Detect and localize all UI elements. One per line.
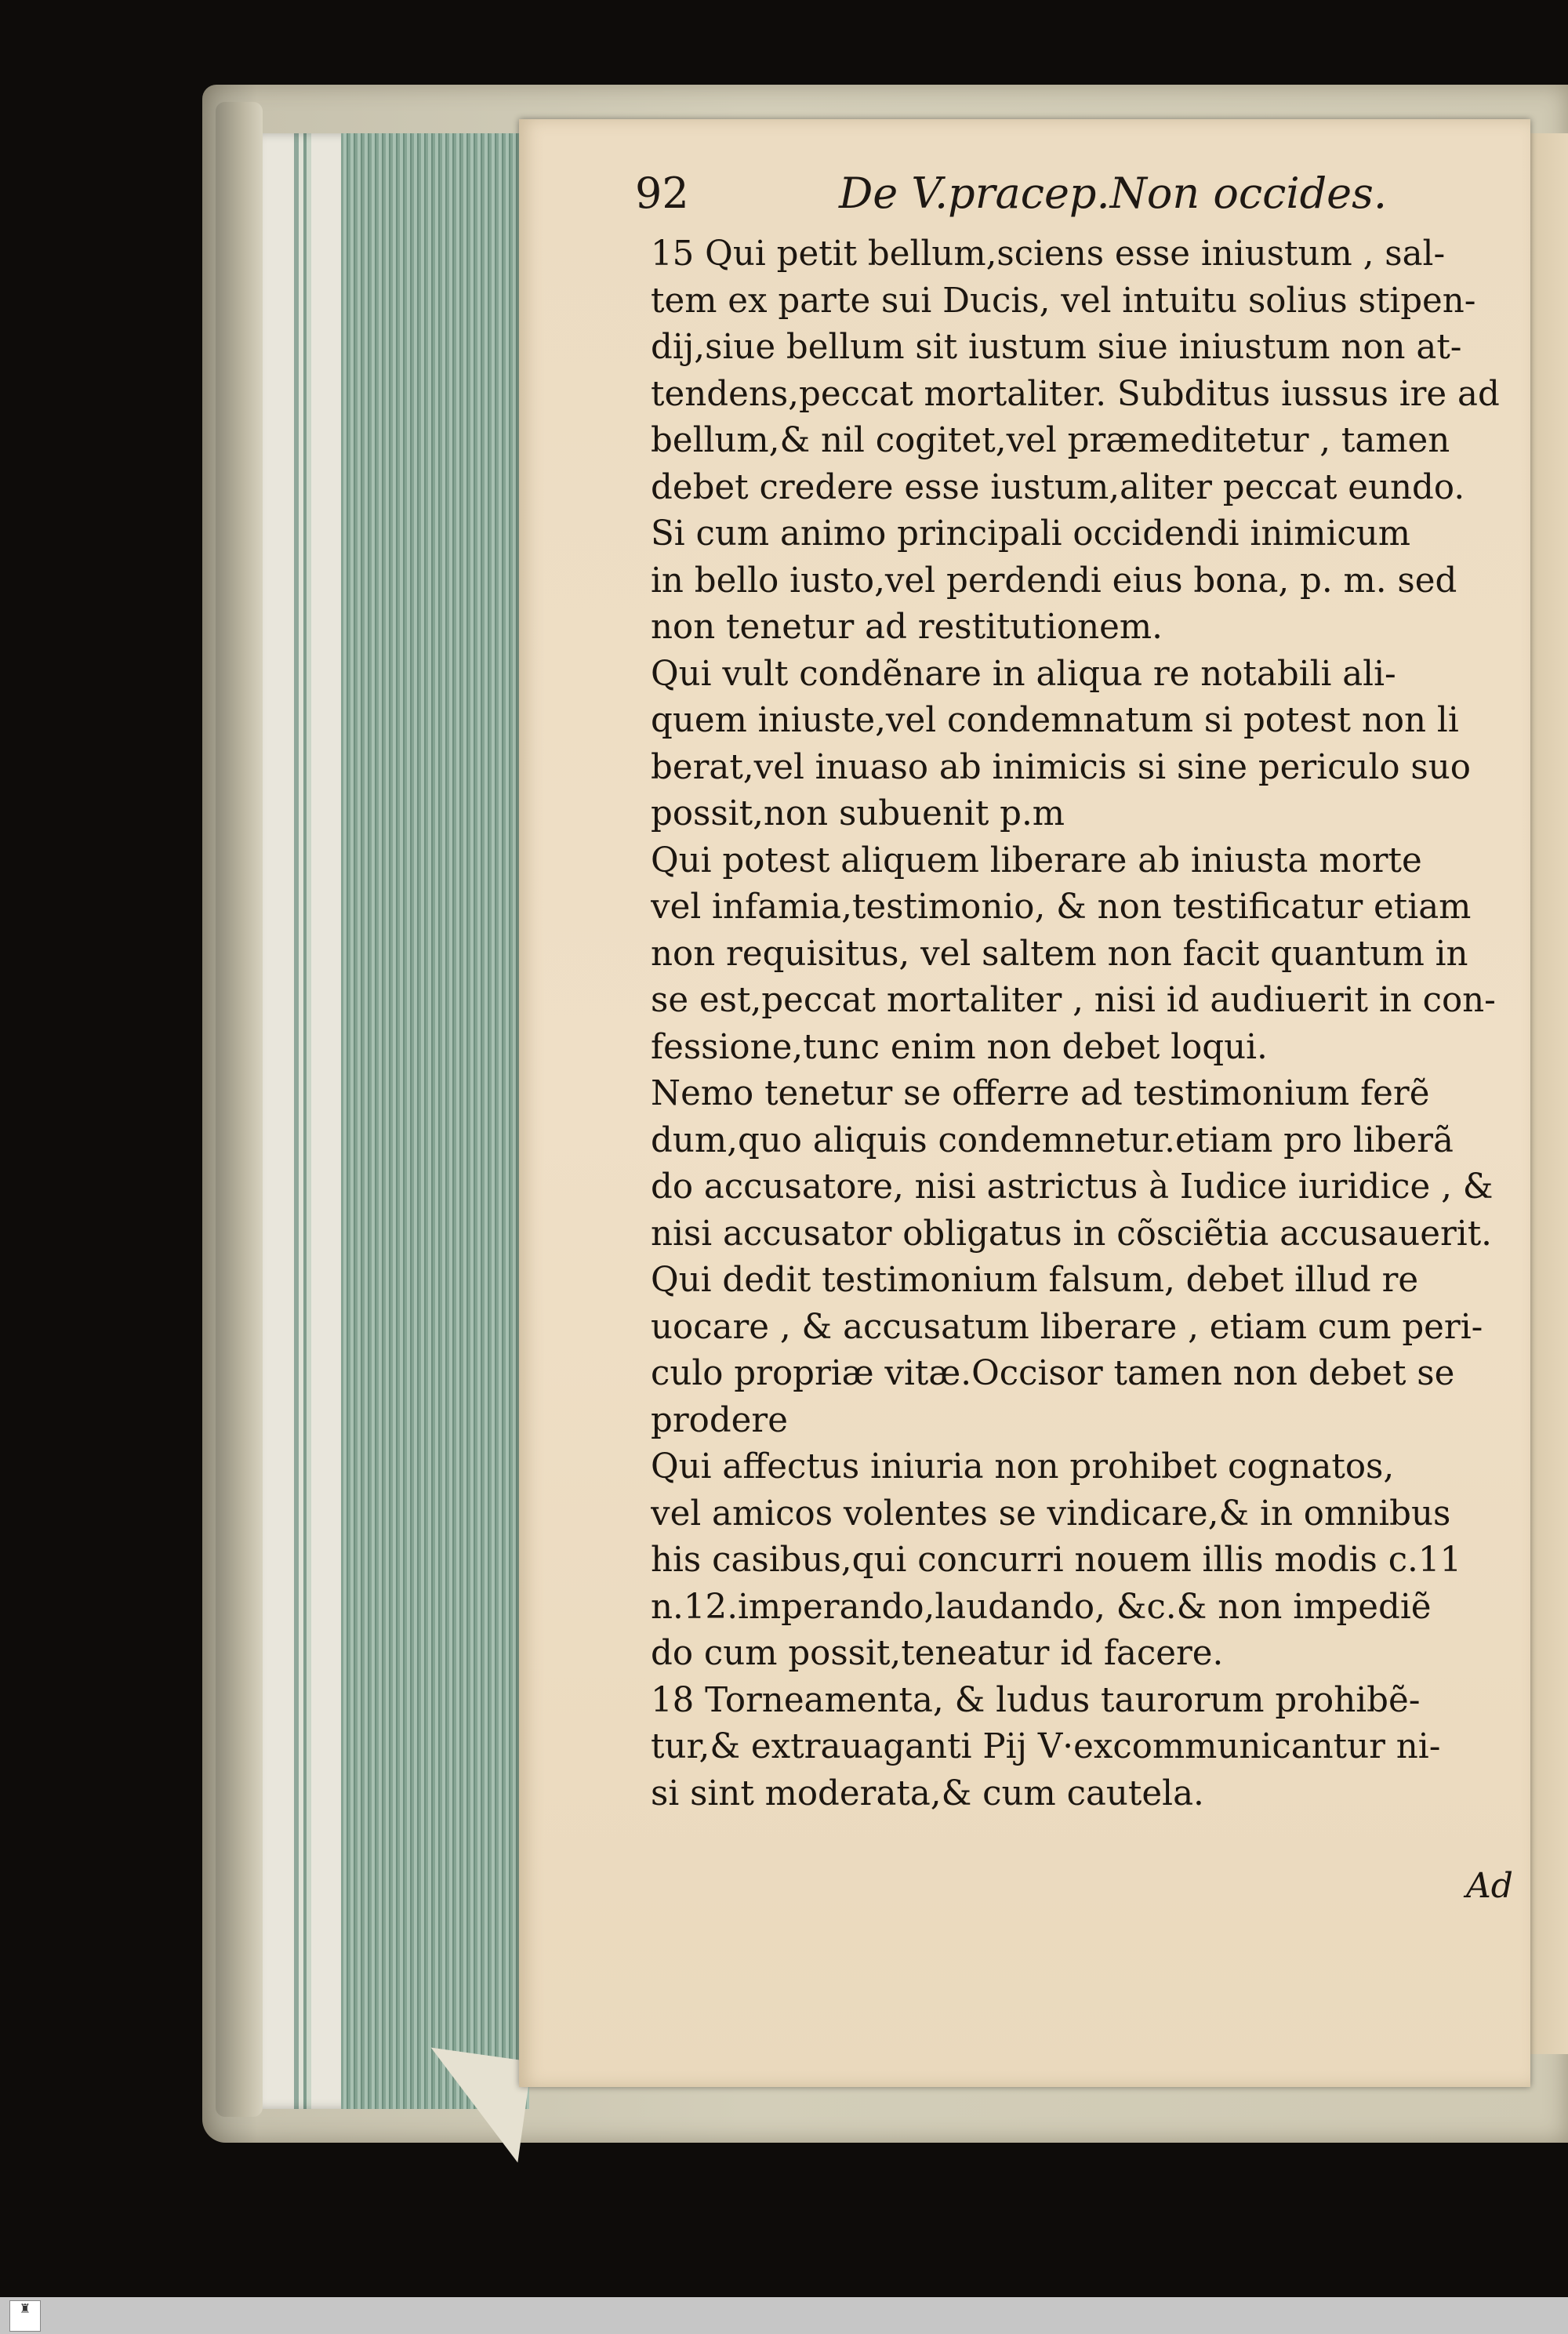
- text-line: se est,peccat mortaliter , nisi id audiuerit in con-: [651, 981, 1496, 1020]
- text-line: tem ex parte sui Ducis, vel intuitu solius stipen-: [651, 281, 1476, 321]
- text-line: Si cum animo principali occidendi inimicum: [651, 514, 1411, 554]
- text-line: berat,vel inuaso ab inimicis si sine periculo suo: [651, 747, 1471, 787]
- text-line: vel amicos volentes se vindicare,& in omnibus: [651, 1494, 1451, 1534]
- text-line: bellum,& nil cogitet,vel præmeditetur , tamen: [651, 421, 1450, 460]
- text-line: uocare , & accusatum liberare , etiam cum peri-: [651, 1307, 1483, 1347]
- library-logo: [9, 2300, 41, 2332]
- text-line: si sint moderata,& cum cautela.: [651, 1773, 1204, 1813]
- text-line: in bello iusto,vel perdendi eius bona, p. m. sed: [651, 561, 1457, 601]
- text-line: possit,non subuenit p.m: [651, 794, 1065, 833]
- text-line: vel infamia,testimonio, & non testificatur etiam: [651, 888, 1472, 927]
- text-line: do cum possit,teneatur id facere.: [651, 1634, 1224, 1673]
- text-line: culo propriæ vitæ.Occisor tamen non debet se: [651, 1354, 1455, 1393]
- running-title: De V.pracep.Non occides.: [839, 169, 1388, 218]
- text-line: tendens,peccat mortaliter. Subditus iussus ire ad: [651, 374, 1500, 414]
- text-line: non tenetur ad restitutionem.: [651, 608, 1163, 647]
- catchword: Ad: [1466, 1866, 1513, 1906]
- text-line: non requisitus, vel saltem non facit quantum in: [651, 934, 1468, 974]
- text-line: prodere: [651, 1400, 788, 1440]
- text-line: his casibus,qui concurri nouem illis modis c.11: [651, 1541, 1462, 1580]
- text-line: do accusatore, nisi astrictus à Iudice iuridice , &: [651, 1167, 1494, 1207]
- facing-page-edge: [1529, 133, 1568, 2054]
- text-line: 18 Torneamenta, & ludus taurorum prohibẽ-: [651, 1680, 1421, 1720]
- text-line: Qui affectus iniuria non prohibet cognatos,: [651, 1447, 1395, 1486]
- page-edges: [263, 133, 529, 2109]
- text-block: [651, 231, 1513, 1817]
- text-line: debet credere esse iustum,aliter peccat eundo.: [651, 467, 1465, 507]
- text-line: n.12.imperando,laudando, &c.& non impediẽ: [651, 1587, 1432, 1627]
- text-line: dum,quo aliquis condemnetur.etiam pro liberã: [651, 1120, 1454, 1160]
- folded-page-corner: [417, 2048, 532, 2163]
- book-spine: [216, 102, 263, 2117]
- text-line: nisi accusator obligatus in cõsciẽtia accusauerit.: [651, 1214, 1493, 1254]
- text-line: quem iniuste,vel condemnatum si potest non li: [651, 701, 1459, 740]
- text-line: 15 Qui petit bellum,sciens esse iniustum , sal-: [651, 234, 1446, 274]
- page-header: [635, 169, 1513, 231]
- text-line: tur,& extrauaganti Pij V·excommunicantur ni-: [651, 1727, 1441, 1766]
- text-line: fessione,tunc enim non debet loqui.: [651, 1027, 1268, 1067]
- page-number: 92: [635, 169, 689, 218]
- text-line: Qui potest aliquem liberare ab iniusta morte: [651, 840, 1422, 880]
- viewer-footer-bar: [0, 2297, 1568, 2334]
- tower-icon: ♜: [19, 2301, 31, 2316]
- text-line: Qui dedit testimonium falsum, debet illud re: [651, 1261, 1419, 1300]
- text-line: dij,siue bellum sit iustum siue iniustum non at-: [651, 328, 1462, 367]
- text-line: Nemo tenetur se offerre ad testimonium ferẽ: [651, 1074, 1430, 1113]
- text-line: Qui vult condẽnare in aliqua re notabili ali-: [651, 654, 1396, 694]
